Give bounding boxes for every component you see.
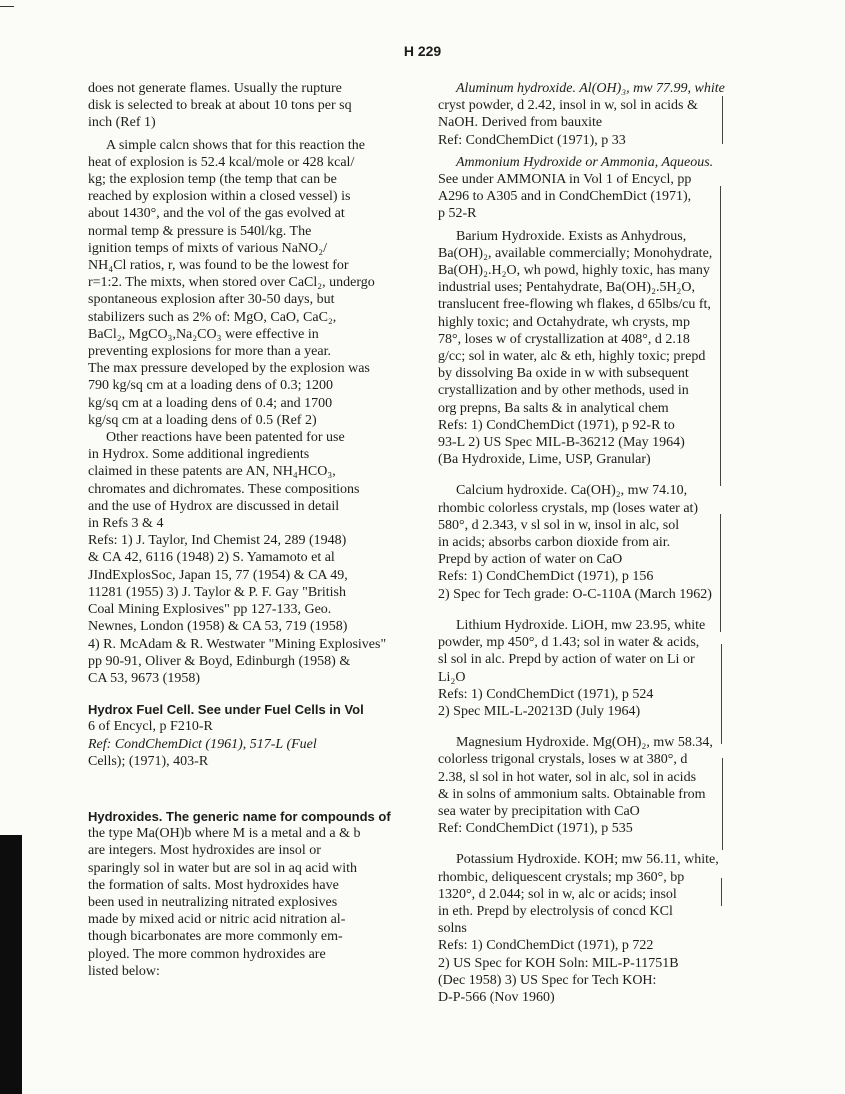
- change-bar: [722, 96, 723, 144]
- text-line: pp 90-91, Oliver & Boyd, Edinburgh (1958) &: [88, 653, 351, 669]
- text-line: been used in neutralizing nitrated explosives: [88, 894, 338, 910]
- text-line: Calcium hydroxide. Ca(OH)₂, mw 74.10,: [456, 483, 688, 499]
- text-line: inch (Ref 1): [88, 115, 156, 131]
- text-line: ignition temps of mixts of various NaNO₂/: [88, 240, 327, 256]
- text-line: Potassium Hydroxide. KOH; mw 56.11, white,: [456, 852, 719, 868]
- text-line: in Hydrox. Some additional ingredients: [88, 447, 310, 463]
- text-line: Ref: CondChemDict (1971), p 33: [438, 132, 626, 148]
- text-line: & in solns of ammonium salts. Obtainable from: [438, 786, 706, 802]
- text-line: rhombic, deliquescent crystals; mp 360°, bp: [438, 869, 685, 885]
- text-line: reached by explosion within a closed vessel) is: [88, 189, 351, 205]
- change-bar: [720, 514, 721, 632]
- barium-hydroxide-entry: [438, 228, 768, 469]
- text-line: & CA 42, 6116 (1948) 2) S. Yamamoto et al: [88, 550, 335, 566]
- text-line: 78°, loses w of crystallization at 408°, d 2.18: [438, 331, 690, 347]
- text-line: powder, mp 450°, d 1.43; sol in water & acids,: [438, 635, 700, 651]
- text-line: A296 to A305 and in CondChemDict (1971),: [438, 189, 692, 205]
- text-line: 790 kg/sq cm at a loading dens of 0.3; 1200: [88, 378, 333, 394]
- para-heat-of-explosion: [88, 137, 406, 429]
- text-line: NaOH. Derived from bauxite: [438, 115, 603, 131]
- text-line: ployed. The more common hydroxides are: [88, 946, 326, 962]
- scan-edge-bar: [0, 835, 22, 1094]
- right-column: [438, 80, 768, 1006]
- edge-tick-mark: [0, 6, 14, 7]
- text-line: See under AMMONIA in Vol 1 of Encycl, pp: [438, 172, 692, 188]
- text-line: translucent free-flowing wh flakes, d 65lbs/cu ft,: [438, 297, 711, 313]
- text-line: in acids; absorbs carbon dioxide from air.: [438, 535, 671, 551]
- text-line: preventing explosions for more than a year.: [88, 344, 331, 360]
- text-line: CA 53, 9673 (1958): [88, 670, 200, 686]
- text-line: made by mixed acid or nitric acid nitration al-: [88, 912, 346, 928]
- text-line: normal temp & pressure is 540l/kg. The: [88, 223, 312, 239]
- text-line: Lithium Hydroxide. LiOH, mw 23.95, white: [456, 617, 706, 633]
- text-line: 2) Spec MIL-L-20213D (July 1964): [438, 703, 641, 719]
- text-line: in Refs 3 & 4: [88, 516, 164, 532]
- text-line: p 52-R: [438, 206, 477, 222]
- text-line: spontaneous explosion after 30-50 days, but: [88, 292, 335, 308]
- text-line: rhombic colorless crystals, mp (loses water at): [438, 500, 699, 516]
- text-line: in eth. Prepd by electrolysis of concd KCl: [438, 903, 673, 919]
- text-line: JIndExplosSoc, Japan 15, 77 (1954) & CA 49,: [88, 567, 348, 583]
- text-line: D-P-566 (Nov 1960): [438, 989, 555, 1005]
- change-bar: [721, 644, 722, 744]
- text-line: chromates and dichromates. These compositions: [88, 481, 360, 497]
- hydrox-fuel-cell-entry: [88, 701, 406, 770]
- text-line: sparingly sol in water but are sol in aq acid with: [88, 860, 358, 876]
- text-line: 2.38, sl sol in hot water, sol in alc, sol in acids: [438, 769, 697, 785]
- text-line: Newnes, London (1958) & CA 53, 719 (1958): [88, 619, 348, 635]
- text-line: 11281 (1955) 3) J. Taylor & P. F. Gay "British: [88, 584, 346, 600]
- text-line: Hydroxides. The generic name for compounds of: [88, 808, 391, 824]
- text-line: kg/sq cm at a loading dens of 0.4; and 1700: [88, 395, 333, 411]
- text-line: 2) US Spec for KOH Soln: MIL-P-11751B: [438, 955, 679, 971]
- change-bar: [722, 758, 723, 850]
- hydroxides-entry: [88, 808, 406, 980]
- text-line: the formation of salts. Most hydroxides have: [88, 877, 339, 893]
- text-line: Aluminum hydroxide. Al(OH)₃, mw 77.99, white: [456, 81, 725, 96]
- text-line: Refs: 1) J. Taylor, Ind Chemist 24, 289 (1948): [88, 533, 347, 549]
- text-line: Li₂O: [438, 669, 466, 685]
- text-line: heat of explosion is 52.4 kcal/mole or 428 kcal/: [88, 154, 355, 170]
- para-intro: [88, 80, 406, 132]
- potassium-hydroxide-entry: [438, 851, 768, 1006]
- calcium-hydroxide-entry: [438, 482, 768, 602]
- text-line: Cells); (1971), 403-R: [88, 753, 209, 769]
- text-line: Refs: 1) CondChemDict (1971), p 524: [438, 686, 654, 702]
- text-line: Hydrox Fuel Cell. See under Fuel Cells in Vol: [88, 702, 364, 718]
- text-line: 6 of Encycl, p F210-R: [88, 719, 213, 735]
- running-head: H 229: [403, 43, 442, 59]
- text-line: solns: [438, 921, 467, 937]
- text-line: (Dec 1958) 3) US Spec for Tech KOH:: [438, 972, 657, 988]
- text-line: g/cc; sol in water, alc & eth, highly toxic; prepd: [438, 349, 706, 365]
- text-line: about 1430°, and the vol of the gas evolved at: [88, 206, 345, 222]
- change-bar: [721, 878, 722, 906]
- text-line: industrial uses; Pentahydrate, Ba(OH)₂.5H₂O,: [438, 280, 696, 296]
- text-line: Ammonium Hydroxide or Ammonia, Aqueous.: [456, 154, 714, 170]
- text-line: Other reactions have been patented for use: [106, 430, 345, 446]
- left-column: [88, 80, 406, 980]
- text-line: disk is selected to break at about 10 tons per sq: [88, 98, 352, 114]
- text-line: Ref: CondChemDict (1971), p 535: [438, 821, 633, 837]
- text-line: Magnesium Hydroxide. Mg(OH)₂, mw 58.34,: [456, 735, 713, 751]
- text-line: 93-L 2) US Spec MIL-B-36212 (May 1964): [438, 435, 685, 451]
- text-line: kg; the explosion temp (the temp that can be: [88, 172, 337, 188]
- text-line: sea water by precipitation with CaO: [438, 803, 640, 819]
- hydrox-references: [88, 532, 406, 687]
- text-line: stabilizers such as 2% of: MgO, CaO, CaC₂,: [88, 309, 337, 325]
- text-line: the type Ma(OH)b where M is a metal and a & b: [88, 826, 361, 842]
- text-line: Ba(OH)₂.H₂O, wh powd, highly toxic, has many: [438, 263, 710, 279]
- text-line: org prepns, Ba salts & in analytical chem: [438, 400, 669, 416]
- lithium-hydroxide-entry: [438, 617, 768, 720]
- text-line: r=1:2. The mixts, when stored over CaCl₂, undergo: [88, 275, 375, 291]
- text-line: highly toxic; and Octahydrate, wh crysts, mp: [438, 314, 690, 330]
- text-line: Ref: CondChemDict (1961), 517-L (Fuel: [88, 736, 317, 752]
- text-line: Refs: 1) CondChemDict (1971), p 722: [438, 938, 654, 954]
- text-line: are integers. Most hydroxides are insol or: [88, 843, 321, 859]
- text-line: Coal Mining Explosives" pp 127-133, Geo.: [88, 602, 332, 618]
- text-line: does not generate flames. Usually the rupture: [88, 81, 342, 96]
- text-line: by dissolving Ba oxide in w with subsequent: [438, 366, 689, 382]
- text-line: (Ba Hydroxide, Lime, USP, Granular): [438, 452, 651, 468]
- text-line: colorless trigonal crystals, loses w at 380°, d: [438, 752, 688, 768]
- text-line: 1320°, d 2.044; sol in w, alc or acids; insol: [438, 886, 677, 902]
- text-line: sl sol in alc. Prepd by action of water on Li or: [438, 652, 695, 668]
- para-other-reactions: [88, 429, 406, 532]
- text-line: claimed in these patents are AN, NH₄HCO₃,: [88, 464, 336, 480]
- text-line: Refs: 1) CondChemDict (1971), p 156: [438, 569, 654, 585]
- magnesium-hydroxide-entry: [438, 734, 768, 837]
- text-line: The max pressure developed by the explosion was: [88, 361, 370, 377]
- text-line: A simple calcn shows that for this reaction the: [106, 137, 365, 153]
- text-line: Refs: 1) CondChemDict (1971), p 92-R to: [438, 417, 675, 433]
- text-line: 2) Spec for Tech grade: O-C-110A (March 1962): [438, 586, 712, 602]
- ammonium-hydroxide-entry: [438, 154, 768, 223]
- text-line: listed below:: [88, 963, 160, 979]
- text-line: Prepd by action of water on CaO: [438, 552, 623, 568]
- text-line: 4) R. McAdam & R. Westwater "Mining Explosives": [88, 636, 387, 652]
- text-line: 580°, d 2.343, v sl sol in w, insol in alc, sol: [438, 517, 680, 533]
- change-bar: [720, 186, 721, 486]
- text-line: crystallization and by other methods, used in: [438, 383, 689, 399]
- aluminum-hydroxide-entry: [438, 80, 768, 149]
- text-line: BaCl₂, MgCO₃,Na₂CO₃ were effective in: [88, 326, 319, 342]
- text-line: NH₄Cl ratios, r, was found to be the lowest for: [88, 258, 349, 274]
- text-line: and the use of Hydrox are discussed in detail: [88, 498, 340, 514]
- text-line: though bicarbonates are more commonly em-: [88, 929, 343, 945]
- text-line: kg/sq cm at a loading dens of 0.5 (Ref 2): [88, 412, 317, 428]
- text-line: Barium Hydroxide. Exists as Anhydrous,: [456, 228, 687, 244]
- text-line: cryst powder, d 2.42, insol in w, sol in acids &: [438, 98, 698, 114]
- text-line: Ba(OH)₂, available commercially; Monohydrate,: [438, 245, 713, 261]
